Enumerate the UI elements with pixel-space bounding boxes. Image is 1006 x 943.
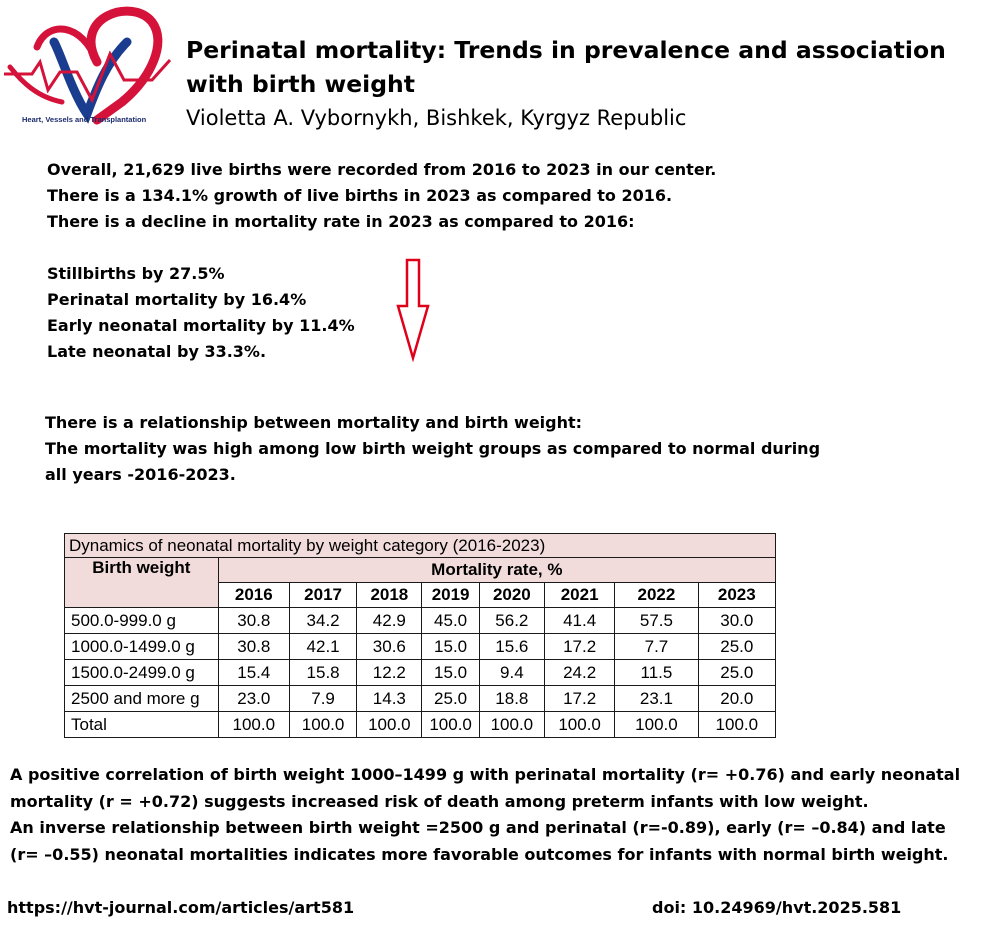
table-cell: 17.2 bbox=[544, 686, 614, 712]
weight-text-line: all years -2016-2023. bbox=[45, 465, 236, 484]
table-cell: 42.1 bbox=[289, 634, 356, 660]
year-header: 2020 bbox=[479, 583, 544, 608]
table-cell: 30.0 bbox=[698, 608, 775, 634]
table-cell: 45.0 bbox=[422, 608, 479, 634]
table-cell: 56.2 bbox=[479, 608, 544, 634]
table-cell: 34.2 bbox=[289, 608, 356, 634]
table-cell: 14.3 bbox=[357, 686, 422, 712]
intro-line: There is a decline in mortality rate in 2023 as compared to 2016: bbox=[47, 212, 635, 231]
row-label: Total bbox=[65, 712, 219, 738]
table-cell: 100.0 bbox=[357, 712, 422, 738]
weight-relationship-paragraph bbox=[45, 410, 820, 488]
conclusion-line: An inverse relationship between birth weight =2500 g and perinatal (r=-0.89), early (r= –0.84) and late bbox=[10, 818, 946, 837]
decline-item: Perinatal mortality by 16.4% bbox=[47, 290, 307, 309]
weight-text-line: There is a relationship between mortality and birth weight: bbox=[45, 413, 583, 432]
row-label: 1000.0-1499.0 g bbox=[65, 634, 219, 660]
article-url-link[interactable]: https://hvt-journal.com/articles/art581 bbox=[7, 898, 355, 917]
table-cell: 18.8 bbox=[479, 686, 544, 712]
conclusion-line: A positive correlation of birth weight 1000–1499 g with perinatal mortality (r= +0.76) and early neonatal bbox=[10, 765, 961, 784]
table-cell: 100.0 bbox=[544, 712, 614, 738]
table-cell: 9.4 bbox=[479, 660, 544, 686]
table-cell: 12.2 bbox=[357, 660, 422, 686]
year-header: 2021 bbox=[544, 583, 614, 608]
year-header: 2017 bbox=[289, 583, 356, 608]
table-row bbox=[65, 634, 776, 660]
table-cell: 15.4 bbox=[218, 660, 289, 686]
birth-weight-header: Birth weight bbox=[65, 558, 219, 608]
table-cell: 41.4 bbox=[544, 608, 614, 634]
table-cell: 7.7 bbox=[615, 634, 698, 660]
table-cell: 25.0 bbox=[698, 634, 775, 660]
row-label: 1500.0-2499.0 g bbox=[65, 660, 219, 686]
table-cell: 11.5 bbox=[615, 660, 698, 686]
table-row bbox=[65, 608, 776, 634]
table-cell: 30.8 bbox=[218, 634, 289, 660]
table-caption: Dynamics of neonatal mortality by weight category (2016-2023) bbox=[65, 534, 776, 558]
table-cell: 100.0 bbox=[698, 712, 775, 738]
conclusion-line: mortality (r = +0.72) suggests increased risk of death among preterm infants with low weight. bbox=[10, 791, 869, 811]
decline-item: Early neonatal mortality by 11.4% bbox=[47, 316, 355, 335]
table-cell: 24.2 bbox=[544, 660, 614, 686]
row-label: 500.0-999.0 g bbox=[65, 608, 219, 634]
year-header: 2023 bbox=[698, 583, 775, 608]
weight-text-line: The mortality was high among low birth weight groups as compared to normal during bbox=[45, 439, 821, 458]
table-cell: 100.0 bbox=[615, 712, 698, 738]
table-row bbox=[65, 660, 776, 686]
table-cell: 100.0 bbox=[422, 712, 479, 738]
table-cell: 100.0 bbox=[289, 712, 356, 738]
author-line: Violetta A. Vybornykh, Bishkek, Kyrgyz Republic bbox=[186, 106, 687, 130]
decline-item: Late neonatal by 33.3%. bbox=[47, 342, 267, 361]
row-label: 2500 and more g bbox=[65, 686, 219, 712]
table-cell: 25.0 bbox=[698, 660, 775, 686]
table-cell: 20.0 bbox=[698, 686, 775, 712]
decline-item: Stillbirths by 27.5% bbox=[47, 264, 225, 283]
table-cell: 42.9 bbox=[357, 608, 422, 634]
table-row bbox=[65, 712, 776, 738]
table-cell: 57.5 bbox=[615, 608, 698, 634]
year-header: 2022 bbox=[615, 583, 698, 608]
intro-paragraph bbox=[47, 157, 716, 235]
table-cell: 17.2 bbox=[544, 634, 614, 660]
table-cell: 15.0 bbox=[422, 634, 479, 660]
intro-line: Overall, 21,629 live births were recorded from 2016 to 2023 in our center. bbox=[47, 160, 717, 179]
page-title: Perinatal mortality: Trends in prevalence and association with birth weight bbox=[186, 36, 946, 98]
logo-caption: Heart, Vessels and Transplantation bbox=[22, 115, 147, 124]
table-cell: 7.9 bbox=[289, 686, 356, 712]
doi-text: doi: 10.24969/hvt.2025.581 bbox=[652, 898, 902, 917]
table-cell: 23.0 bbox=[218, 686, 289, 712]
declines-list bbox=[47, 261, 355, 365]
table-cell: 30.8 bbox=[218, 608, 289, 634]
mortality-rate-header: Mortality rate, % bbox=[218, 558, 775, 583]
journal-logo bbox=[2, 2, 172, 128]
table-row bbox=[65, 686, 776, 712]
table-cell: 15.6 bbox=[479, 634, 544, 660]
year-header: 2019 bbox=[422, 583, 479, 608]
table-cell: 100.0 bbox=[479, 712, 544, 738]
conclusion-line: (r= –0.55) neonatal mortalities indicates more favorable outcomes for infants with normal birth weight. bbox=[10, 844, 949, 864]
mortality-table bbox=[64, 533, 776, 738]
table-cell: 15.0 bbox=[422, 660, 479, 686]
table-cell: 30.6 bbox=[357, 634, 422, 660]
intro-line: There is a 134.1% growth of live births in 2023 as compared to 2016. bbox=[47, 186, 673, 205]
table-cell: 100.0 bbox=[218, 712, 289, 738]
down-arrow-icon bbox=[395, 258, 431, 362]
conclusion-paragraph bbox=[10, 762, 960, 868]
year-header: 2018 bbox=[357, 583, 422, 608]
table-cell: 15.8 bbox=[289, 660, 356, 686]
table-cell: 25.0 bbox=[422, 686, 479, 712]
table-cell: 23.1 bbox=[615, 686, 698, 712]
year-header: 2016 bbox=[218, 583, 289, 608]
